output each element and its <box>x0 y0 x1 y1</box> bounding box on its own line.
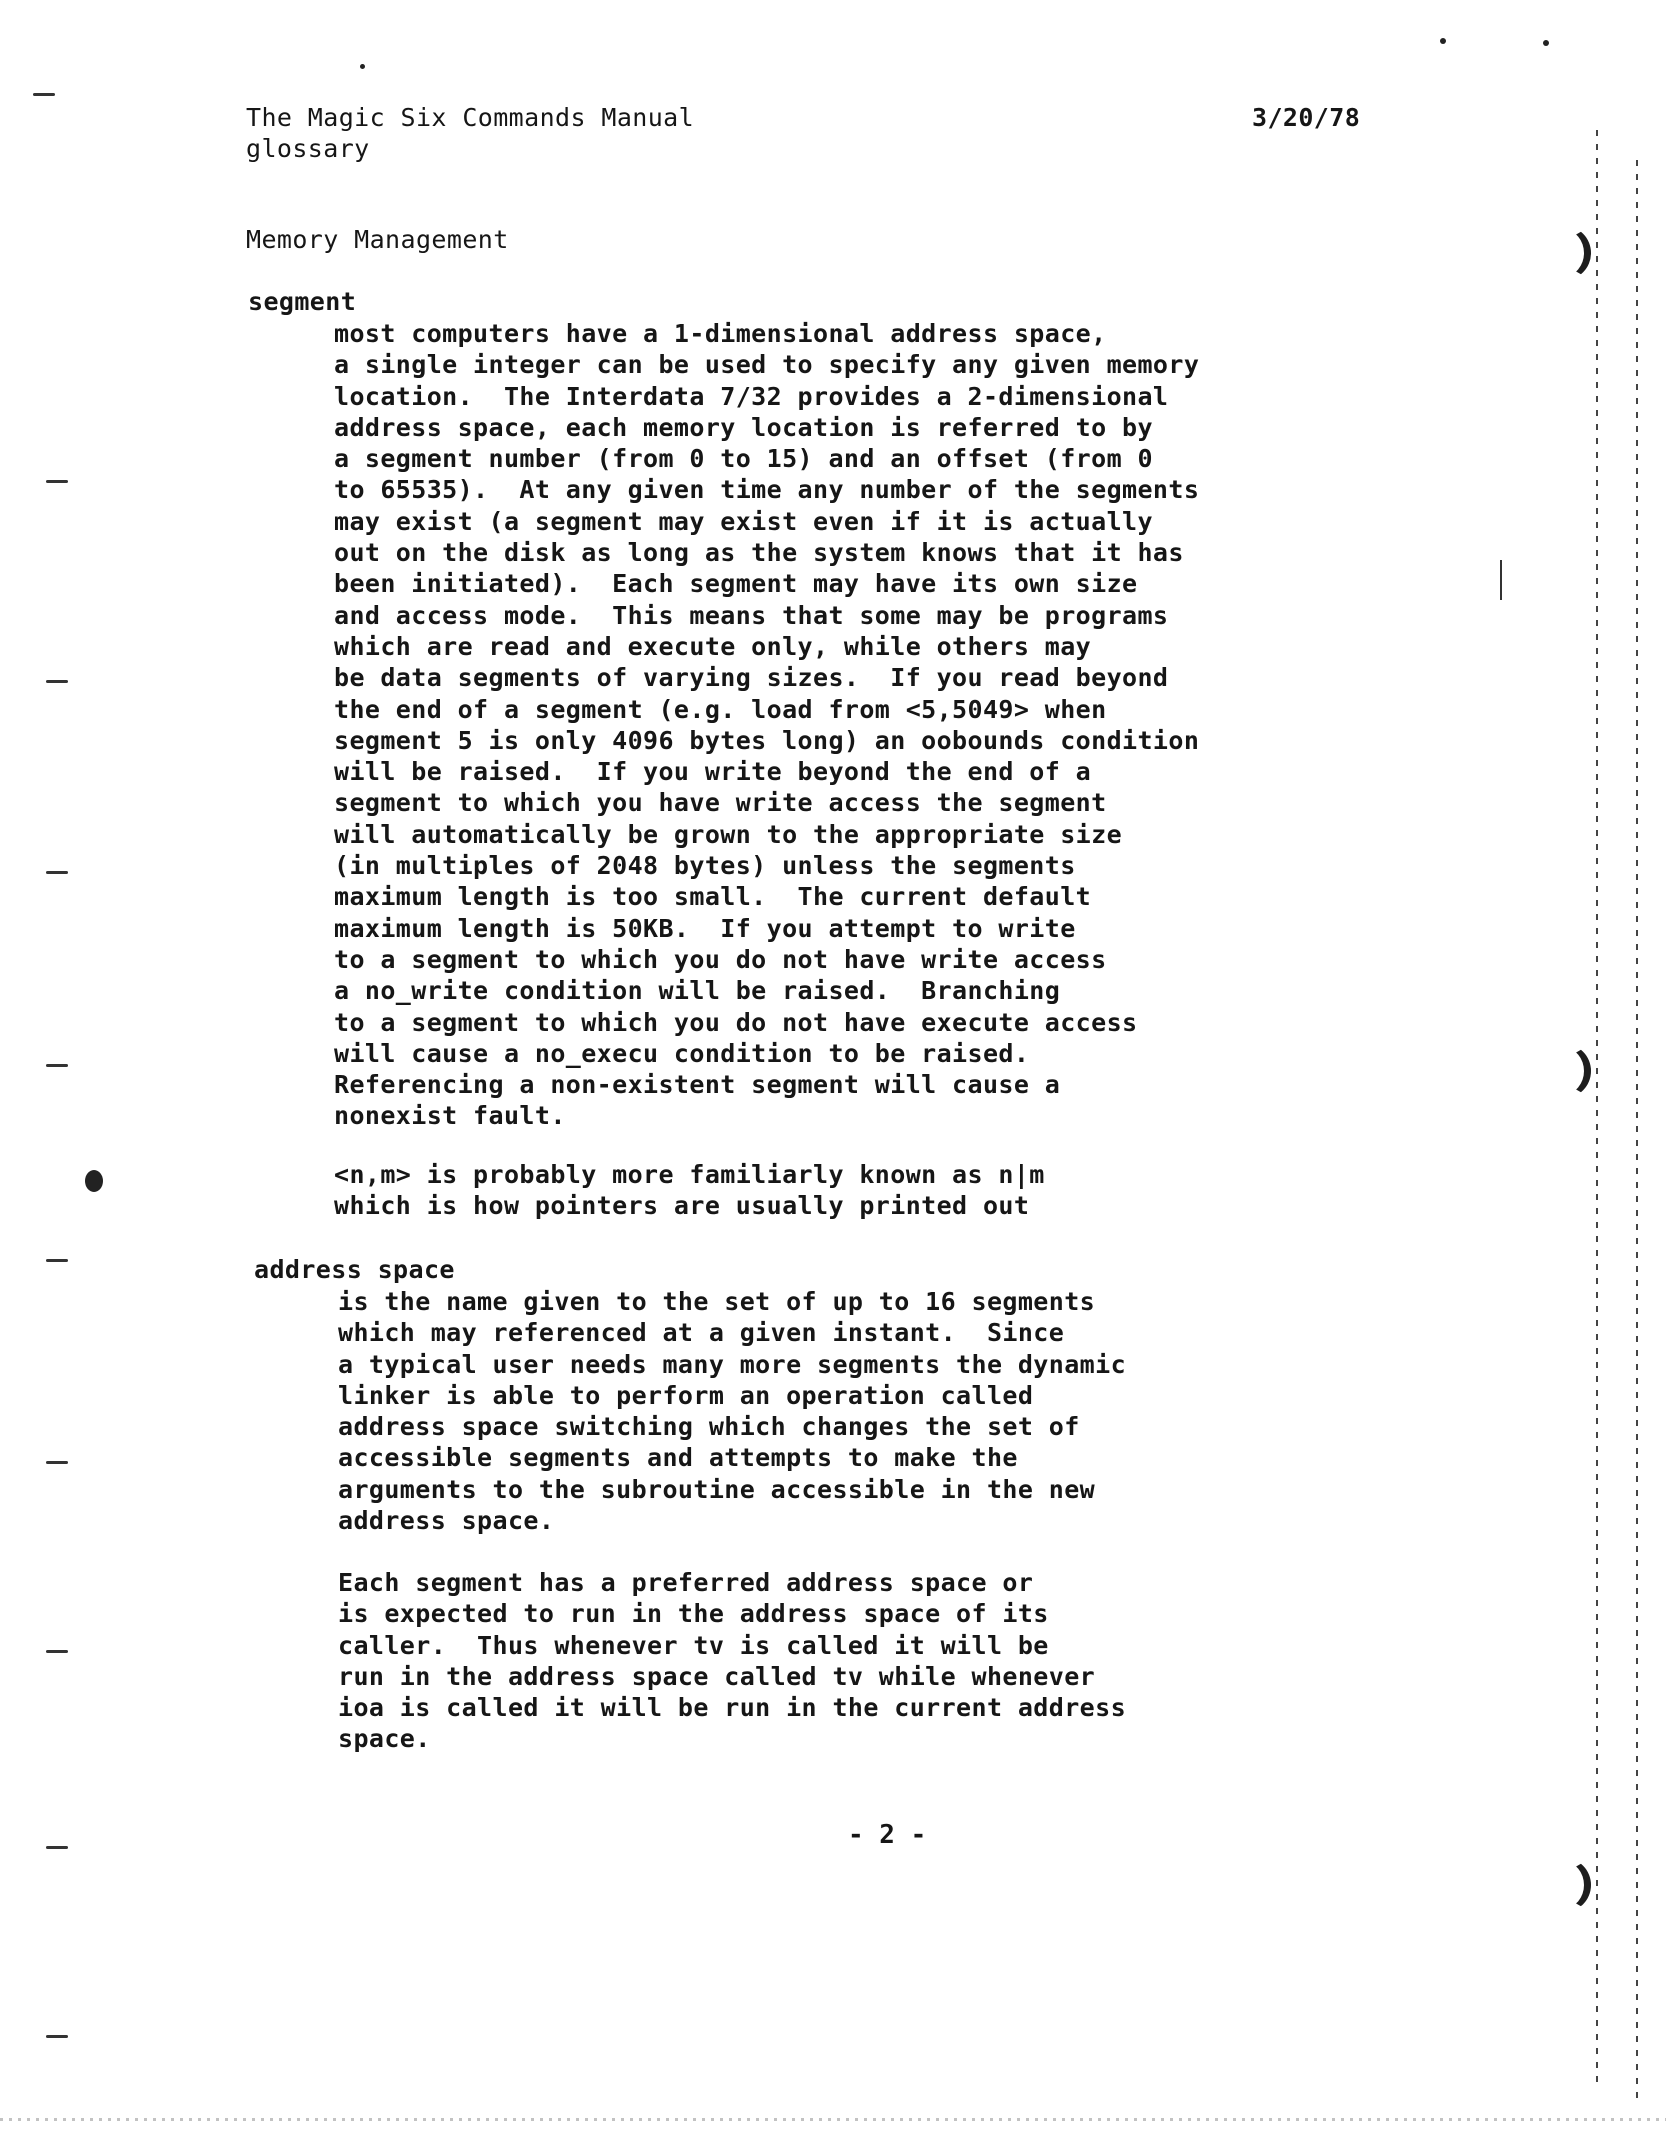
manual-subtitle: glossary <box>246 134 370 163</box>
text-line: <n,m> is probably more familiarly known as n|m <box>334 1160 1045 1189</box>
scan-speck <box>1440 38 1446 44</box>
scan-speck <box>360 64 365 69</box>
text-line: which may referenced at a given instant. Since <box>338 1318 1065 1348</box>
text-line: will cause a no_execu condition to be raised. <box>334 1038 1030 1068</box>
text-line: segment 5 is only 4096 bytes long) an oobounds condition <box>334 725 1200 755</box>
glossary-term-address-space: address space <box>254 1255 455 1284</box>
scan-dash <box>46 1259 68 1262</box>
text-line: accessible segments and attempts to make the <box>338 1443 1018 1473</box>
text-line: a single integer can be used to specify any given memory <box>334 350 1200 380</box>
text-line: will be raised. If you write beyond the end of a <box>334 757 1092 787</box>
text-line: may exist (a segment may exist even if it is actually <box>334 506 1153 536</box>
text-line: a no_write condition will be raised. Branching <box>334 976 1061 1006</box>
address-space-note <box>338 1567 1126 1755</box>
binder-hole-mark <box>1538 226 1591 280</box>
scan-dash <box>46 1846 68 1849</box>
text-line: (in multiples of 2048 bytes) unless the segments <box>334 851 1076 881</box>
scan-dash <box>46 1461 68 1464</box>
text-line: address space switching which changes the set of <box>338 1412 1080 1442</box>
text-line: a typical user needs many more segments the dynamic <box>338 1349 1127 1379</box>
scan-dash <box>33 93 55 96</box>
glossary-term-segment: segment <box>248 287 357 316</box>
binder-hole-mark <box>1538 1858 1591 1912</box>
text-line: and access mode. This means that some may be programs <box>334 600 1169 630</box>
scan-dash <box>46 1650 68 1653</box>
text-line: out on the disk as long as the system knows that it has <box>334 538 1184 568</box>
text-line: to a segment to which you do not have execute access <box>334 1007 1138 1037</box>
text-line: address space. <box>338 1506 555 1536</box>
text-line: address space, each memory location is referred to by <box>334 412 1153 442</box>
scan-dash <box>46 1064 68 1067</box>
scan-bottom-noise <box>0 2118 1666 2121</box>
text-line: Referencing a non-existent segment will cause a <box>334 1070 1061 1100</box>
text-line: to 65535). At any given time any number of the segments <box>334 475 1200 505</box>
binder-hole-mark <box>1538 1044 1591 1098</box>
scan-blot <box>85 1170 103 1192</box>
text-line: is the name given to the set of up to 16 segments <box>338 1287 1096 1316</box>
text-line: be data segments of varying sizes. If you read beyond <box>334 663 1169 693</box>
section-heading: Memory Management <box>246 225 509 254</box>
manual-title: The Magic Six Commands Manual <box>246 103 695 132</box>
text-line: caller. Thus whenever tv is called it will be <box>338 1630 1049 1660</box>
scan-dash <box>46 2035 68 2038</box>
segment-definition <box>334 318 1199 1132</box>
text-line: is expected to run in the address space of its <box>338 1599 1049 1629</box>
text-line: most computers have a 1-dimensional address space, <box>334 319 1107 348</box>
text-line: Each segment has a preferred address space or <box>338 1568 1034 1597</box>
text-line: location. The Interdata 7/32 provides a 2-dimensional <box>334 381 1169 411</box>
text-line: maximum length is 50KB. If you attempt to write <box>334 913 1076 943</box>
address-space-definition <box>338 1286 1126 1536</box>
text-line: which are read and execute only, while others may <box>334 631 1092 661</box>
scan-speck <box>1543 40 1549 46</box>
scan-dash <box>46 871 68 874</box>
text-line: will automatically be grown to the appropriate size <box>334 819 1123 849</box>
text-line: nonexist fault. <box>334 1101 566 1131</box>
text-line: the end of a segment (e.g. load from <5,5049> when <box>334 694 1107 724</box>
text-line: linker is able to perform an operation called <box>338 1380 1034 1410</box>
text-line: ioa is called it will be run in the current address <box>338 1693 1127 1723</box>
scan-edge-noise <box>1500 560 1502 600</box>
segment-note <box>334 1159 1045 1222</box>
text-line: run in the address space called tv while whenever <box>338 1661 1096 1691</box>
text-line: to a segment to which you do not have write access <box>334 944 1107 974</box>
scan-dash <box>46 480 68 483</box>
scan-edge-noise <box>1596 130 1598 2090</box>
text-line: a segment number (from 0 to 15) and an offset (from 0 <box>334 444 1153 474</box>
text-line: been initiated). Each segment may have its own size <box>334 569 1138 599</box>
scan-edge-noise <box>1636 160 1638 2100</box>
text-line: space. <box>338 1724 431 1754</box>
text-line: maximum length is too small. The current default <box>334 882 1092 912</box>
text-line: segment to which you have write access the segment <box>334 788 1107 818</box>
page-number: - 2 - <box>848 1820 927 1850</box>
text-line: which is how pointers are usually printed out <box>334 1191 1030 1221</box>
text-line: arguments to the subroutine accessible in the new <box>338 1474 1096 1504</box>
scan-dash <box>46 680 68 683</box>
document-date: 3/20/78 <box>1252 103 1361 132</box>
